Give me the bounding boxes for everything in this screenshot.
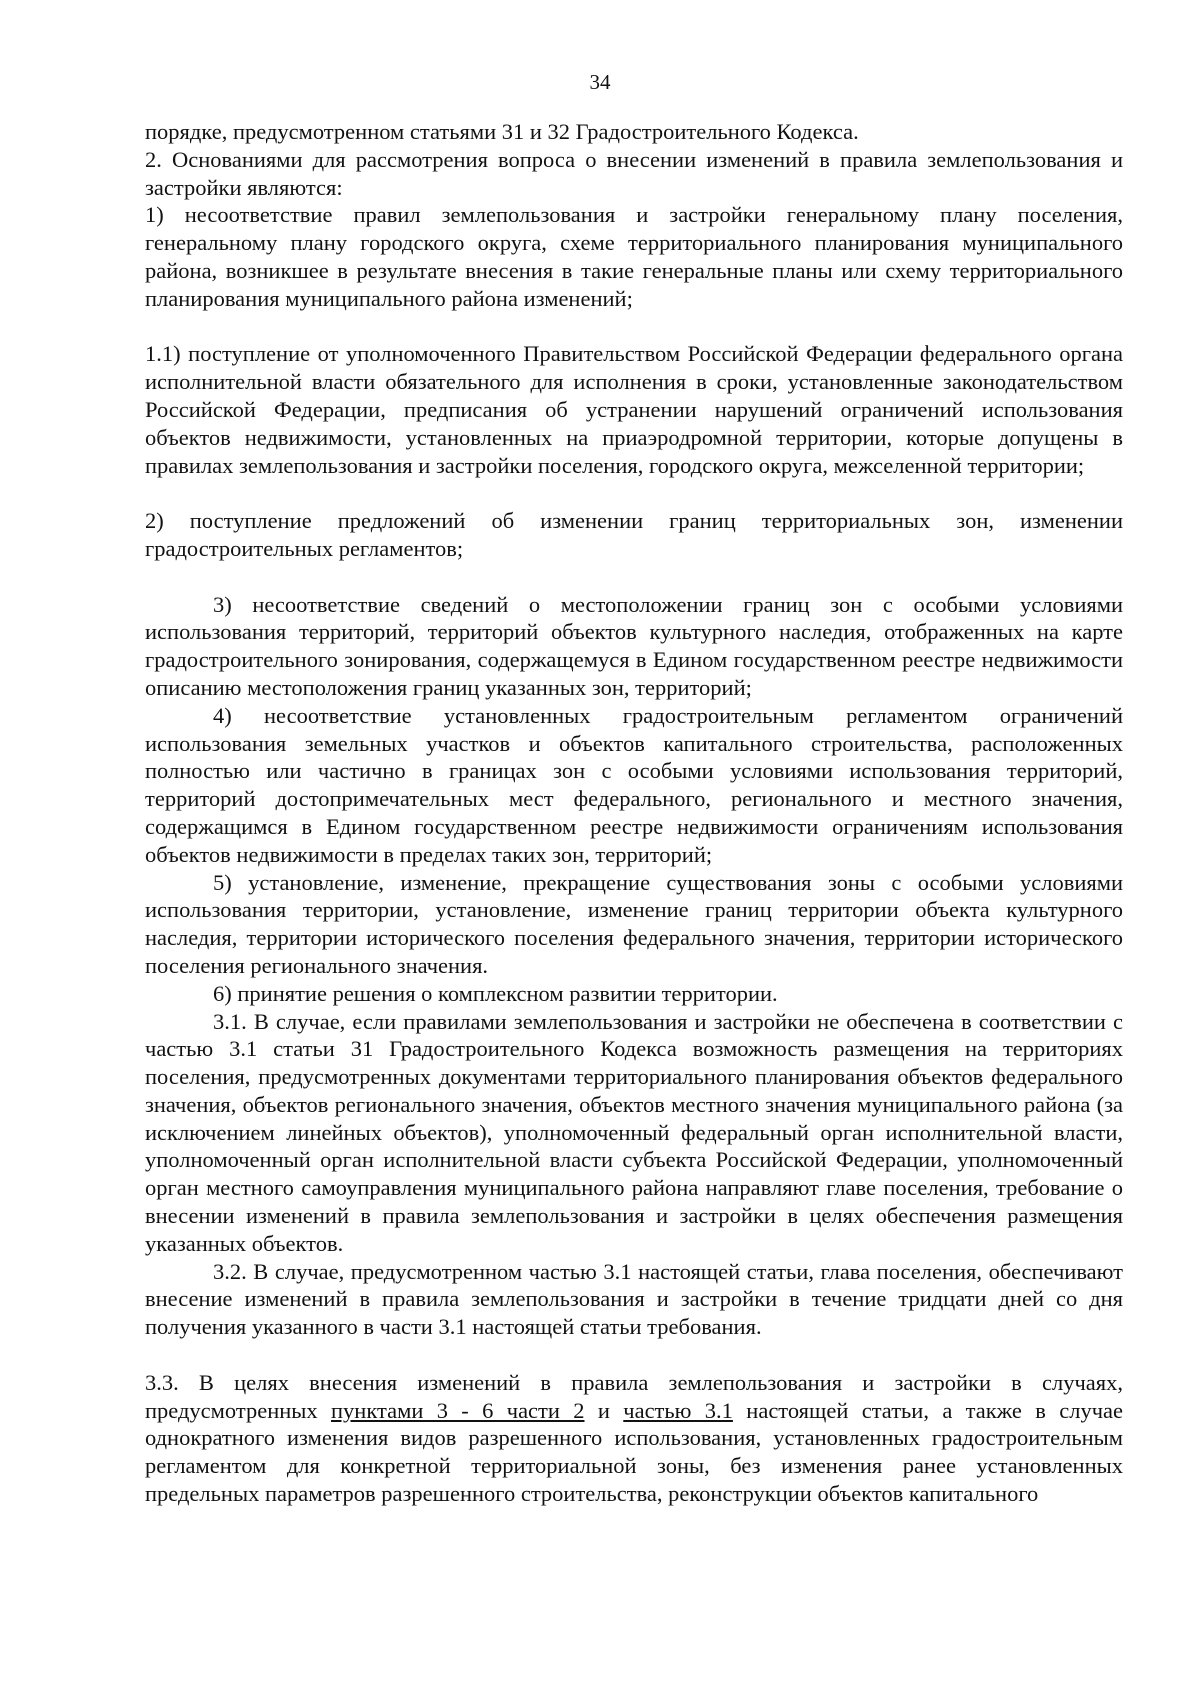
paragraph-3-3-text-start: 3.3. В целях внесения изменений в правила землепользования и застройки в случаях, предусмотренных — [145, 1369, 1123, 1423]
paragraph-grounds-intro: 2. Основаниями для рассмотрения вопроса о внесении изменений в правила землепользования и застройки являются: — [145, 146, 1123, 200]
paragraph-item-1: 1) несоответствие правил землепользования и застройки генеральному плану поселения, генеральному плану городского округа, схеме территориального планирования муниципального района, возникшее в результате внесения в такие генеральные планы или схему территориального планирования муниципального района изменений; — [145, 202, 1123, 311]
page-number: 34 — [589, 70, 611, 94]
paragraph-item-3: 3) несоответствие сведений о местоположении границ зон с особыми условиями использования территорий, территорий объектов культурного наследия, отображенных на карте градостроительного зонирования, содержащемуся в Едином государственном реестре недвижимости описанию местоположения границ указанных зон, территорий; — [145, 591, 1123, 700]
paragraph-3-3-text-and: и — [584, 1397, 624, 1423]
paragraph-3-2: 3.2. В случае, предусмотренном частью 3.1 настоящей статьи, глава поселения, обеспечивают внесение изменений в правила землепользования и застройки в течение тридцати дней со дня получения указанного в части 3.1 настоящей статьи требования. — [145, 1258, 1123, 1340]
paragraph-item-2: 2) поступление предложений об изменении границ территориальных зон, изменении градостроительных регламентов; — [145, 508, 1123, 561]
paragraph-3-1: 3.1. В случае, если правилами землепользования и застройки не обеспечена в соответствии с частью 3.1 статьи 31 Градостроительного Кодекса возможность размещения на территориях поселения, предусмотренных документами территориального планирования объектов федерального значения, объектов регионального значения, объектов местного значения муниципального района (за исключением линейных объектов), уполномоченный федеральный орган исполнительной власти, уполномоченный орган исполнительной власти субъекта Российской Федерации, уполномоченный орган местного самоуправления муниципального района направляют главе поселения, требование о внесении изменений в правила землепользования и застройки в целях обеспечения размещения указанных объектов. — [145, 1008, 1123, 1256]
paragraph-3-3-text-end: настоящей статьи, а также в случае однократного изменения видов разрешенного использования, установленных градостроительным регламентом для конкретной территориальной зоны, без изменения ранее установленных предельных параметров разрешенного строительства, реконструкции объектов капитального — [145, 1397, 1123, 1507]
paragraph-continuation: порядке, предусмотренном статьями 31 и 32 Градостроительного Кодекса. — [145, 119, 859, 144]
paragraph-item-6: 6) принятие решения о комплексном развитии территории. — [213, 980, 778, 1006]
paragraph-item-5: 5) установление, изменение, прекращение существования зоны с особыми условиями использования территории, установление, изменение границ территории объекта культурного наследия, территории исторического поселения федерального значения, территории исторического поселения регионального значения. — [145, 869, 1123, 978]
link-part-3-1[interactable]: частью 3.1 — [623, 1397, 733, 1423]
document-body — [145, 118, 1123, 1508]
paragraph-item-4: 4) несоответствие установленных градостроительным регламентом ограничений использования земельных участков и объектов капитального строительства, расположенных полностью или частично в границах зон с особыми условиями использования территорий, территорий достопримечательных мест федерального, регионального и местного значения, содержащимся в Едином государственном реестре недвижимости ограничениям использования объектов недвижимости в пределах таких зон, территорий; — [145, 702, 1123, 867]
paragraph-3-3 — [145, 1369, 1123, 1508]
paragraph-item-1-1: 1.1) поступление от уполномоченного Правительством Российской Федерации федерального органа исполнительной власти обязательного для исполнения в сроки, установленные законодательством Российской Федерации, предписания об устранении нарушений ограничений использования объектов недвижимости, установленных на приаэродромной территории, которые допущены в правилах землепользования и застройки поселения, городского округа, межселенной территории; — [145, 341, 1123, 478]
link-items-3-6-part-2[interactable]: пунктами 3 - 6 части 2 — [331, 1397, 585, 1423]
